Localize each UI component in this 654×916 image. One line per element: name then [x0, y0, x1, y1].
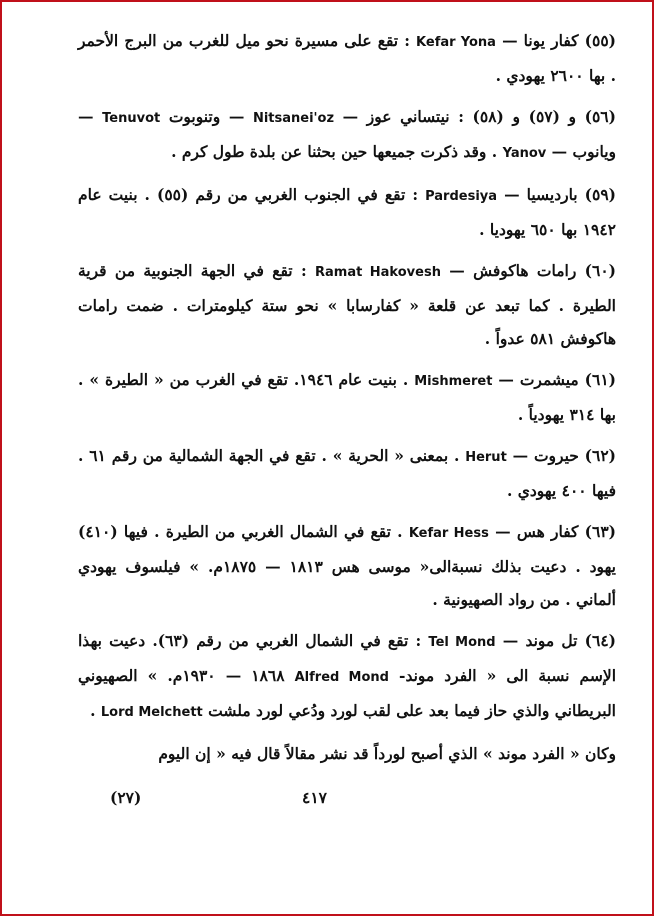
latin-name: Ramat Hakovesh [315, 265, 441, 280]
latin-name: Pardesiya [425, 189, 498, 204]
latin-name: Yanov [502, 146, 547, 161]
latin-name: Mishmeret [414, 374, 493, 389]
entry-text: (٥٦) و (٥٧) و (٥٨) : نيتساني عوز — [334, 107, 616, 126]
entry-text: . وقد ذكرت جميعها حين بحثنا عن بلدة طول كرم . [171, 142, 503, 161]
page-footer [110, 788, 550, 818]
entry-text: (٦٢) حيروت — [506, 446, 616, 465]
entry-text: . [90, 701, 101, 720]
latin-name: Lord Melchett [100, 705, 203, 720]
latin-name: Kefar Yona [416, 35, 496, 50]
latin-name: Nitsanei'oz [252, 111, 335, 126]
entry-text: (٦١) ميشمرت — [492, 370, 617, 389]
entry-text: — وتنوبوت [160, 107, 253, 126]
entry-56-58 [78, 100, 616, 170]
entry-text: . بنيت عام ١٩٤٦. تقع في الغرب من « الطيرة » . بها ٣١٤ يهودياً . [78, 370, 616, 424]
entry-61 [78, 363, 616, 431]
closing-paragraph [78, 737, 616, 770]
entry-59 [78, 178, 616, 246]
entry-text: : تقع في الجنوب الغربي من رقم (٥٥) . بنيت عام ١٩٤٢ بها ٦٥٠ يهوديا . [78, 185, 616, 239]
entry-text: : تقع في الشمال الغربي من رقم (٦٣). دعيت بهذا الإسم نسبة الى « الفرد موند- [78, 631, 616, 685]
latin-name: Alfred Mond [294, 670, 389, 685]
entry-text: (٥٥) كفار يونا — [495, 31, 616, 50]
entry-text: ١٨٦٨ — ١٩٣٠م. » الصهيوني البريطاني والذي حاز فيما بعد على لقب لورد ودُعي لورد ملشت [78, 666, 616, 720]
entry-text: : تقع على مسيرة نحو ميل للغرب من البرج الأحمر . بها ٢٦٠٠ يهودي . [78, 31, 616, 85]
latin-name: Tenuvot [102, 111, 161, 126]
entry-63 [78, 515, 616, 616]
latin-name: Tel Mond [428, 635, 496, 650]
entry-62 [78, 439, 616, 507]
entry-text: : تقع في الجهة الجنوبية من قرية الطيرة . كما تبعد عن قلعة « كفارسابا » نحو ستة كيلومترات . ضمت رامات هاكوفش ٥٨١ عدواً . [78, 261, 616, 348]
document-body [78, 24, 616, 778]
entry-text: — ويانوب — [78, 107, 616, 161]
entry-64 [78, 624, 616, 729]
entry-60 [78, 254, 616, 355]
entry-text: (٦٣) كفار هس — [488, 522, 617, 541]
entry-55 [78, 24, 616, 92]
page-number: ٤١٧ [302, 788, 327, 807]
latin-name: Herut [465, 450, 507, 465]
entry-text: . بمعنى « الحرية » . تقع في الجهة الشمالية من رقم ٦١ . فيها ٤٠٠ يهودي . [78, 446, 616, 500]
entry-text: (٥٩) بارديسيا — [497, 185, 616, 204]
entry-text: (٦٤) تل موند — [495, 631, 616, 650]
latin-name: Kefar Hess [408, 526, 489, 541]
entry-text: وكان « الفرد موند » الذي أصبح لورداً قد نشر مقالاً قال فيه « إن اليوم [158, 744, 616, 763]
folio-number: (٢٧) [110, 788, 142, 807]
entry-text: . تقع في الشمال الغربي من الطيرة . فيها (٤١٠) يهود . دعيت بذلك نسبةالى« موسى هس ١٨١٣ — ١٨٧٥م. » فيلسوف يهودي ألماني . من رواد الصهيونية . [78, 522, 616, 609]
entry-text: (٦٠) رامات هاكوفش — [440, 261, 616, 280]
